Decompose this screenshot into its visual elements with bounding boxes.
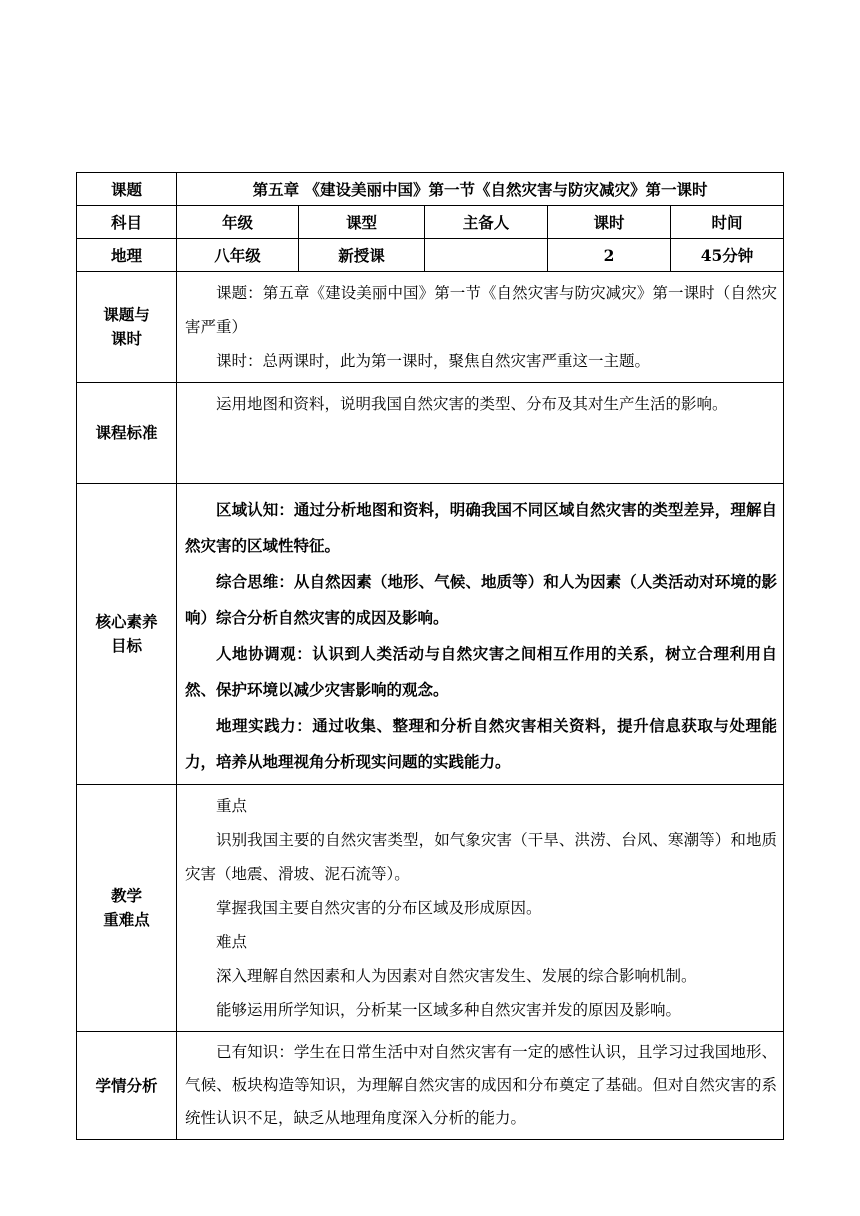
topic-label bbox=[77, 272, 177, 383]
learner-content bbox=[177, 1032, 784, 1140]
difficult-points-heading: 难点 bbox=[216, 933, 248, 951]
key-points-heading: 重点 bbox=[216, 797, 248, 815]
topic-content bbox=[177, 272, 784, 383]
info-grade: 八年级 bbox=[177, 239, 299, 272]
topic-label-line1: 课题与 bbox=[103, 305, 150, 324]
header-lesson-type: 课型 bbox=[299, 206, 425, 239]
core-integrated-thinking: 综合思维：从自然因素（地形、气候、地质等）和人为因素（人类活动对环境的影响）综合分析自然灾害的成因及影响。 bbox=[185, 572, 778, 627]
lesson-plan-table bbox=[76, 172, 784, 1140]
key-point-1: 识别我国主要的自然灾害类型，如气象灾害（干旱、洪涝、台风、寒潮等）和地质灾害（地震、滑坡、泥石流等）。 bbox=[185, 831, 778, 883]
difficulty-content bbox=[177, 785, 784, 1032]
difficulty-row bbox=[77, 785, 784, 1032]
info-lesson-type: 新授课 bbox=[299, 239, 425, 272]
core-label-line2: 目标 bbox=[110, 636, 142, 655]
header-row bbox=[77, 206, 784, 239]
title-row bbox=[77, 173, 784, 206]
topic-periods-text: 课时：总两课时，此为第一课时，聚焦自然灾害严重这一主题。 bbox=[216, 352, 651, 370]
learner-analysis-text: 已有知识：学生在日常生活中对自然灾害有一定的感性认识，且学习过我国地形、气候、板块构造等知识，为理解自然灾害的成因和分布奠定了基础。但对自然灾害的系统性认识不足，缺乏从地理角度深入分析的能力。 bbox=[185, 1043, 778, 1127]
info-row bbox=[77, 239, 784, 272]
core-label-line1: 核心素养 bbox=[95, 612, 158, 631]
header-preparer: 主备人 bbox=[425, 206, 548, 239]
topic-label-line2: 课时 bbox=[110, 329, 142, 348]
info-time: 45分钟 bbox=[671, 239, 784, 272]
title-label: 课题 bbox=[77, 173, 177, 206]
standard-label: 课程标准 bbox=[77, 383, 177, 484]
topic-row bbox=[77, 272, 784, 383]
header-periods: 课时 bbox=[548, 206, 671, 239]
core-regional-cognition: 区域认知：通过分析地图和资料，明确我国不同区域自然灾害的类型差异，理解自然灾害的区域性特征。 bbox=[185, 500, 778, 555]
title-value: 第五章 《建设美丽中国》第一节《自然灾害与防灾减灾》第一课时 bbox=[177, 173, 784, 206]
core-human-earth-harmony: 人地协调观：认识到人类活动与自然灾害之间相互作用的关系，树立合理利用自然、保护环境以减少灾害影响的观念。 bbox=[185, 644, 778, 699]
standard-row bbox=[77, 383, 784, 484]
info-subject: 地理 bbox=[77, 239, 177, 272]
core-row bbox=[77, 484, 784, 785]
difficulty-label bbox=[77, 785, 177, 1032]
header-grade: 年级 bbox=[177, 206, 299, 239]
difficulty-label-line1: 教学 bbox=[110, 886, 142, 905]
info-periods: 2 bbox=[548, 239, 671, 272]
difficult-point-2: 能够运用所学知识，分析某一区域多种自然灾害并发的原因及影响。 bbox=[216, 1001, 682, 1019]
header-subject: 科目 bbox=[77, 206, 177, 239]
info-preparer bbox=[425, 239, 548, 272]
header-time: 时间 bbox=[671, 206, 784, 239]
standard-content bbox=[177, 383, 784, 484]
core-label bbox=[77, 484, 177, 785]
learner-label: 学情分析 bbox=[77, 1032, 177, 1140]
topic-title-text: 课题：第五章《建设美丽中国》第一节《自然灾害与防灾减灾》第一课时（自然灾害严重） bbox=[185, 284, 778, 336]
learner-row bbox=[77, 1032, 784, 1140]
difficult-point-1: 深入理解自然因素和人为因素对自然灾害发生、发展的综合影响机制。 bbox=[216, 967, 697, 985]
standard-text: 运用地图和资料，说明我国自然灾害的类型、分布及其对生产生活的影响。 bbox=[216, 395, 728, 413]
difficulty-label-line2: 重难点 bbox=[103, 910, 150, 929]
core-geographic-practice: 地理实践力：通过收集、整理和分析自然灾害相关资料，提升信息获取与处理能力，培养从地理视角分析现实问题的实践能力。 bbox=[185, 716, 778, 771]
key-point-2: 掌握我国主要自然灾害的分布区域及形成原因。 bbox=[216, 899, 542, 917]
core-content bbox=[177, 484, 784, 785]
